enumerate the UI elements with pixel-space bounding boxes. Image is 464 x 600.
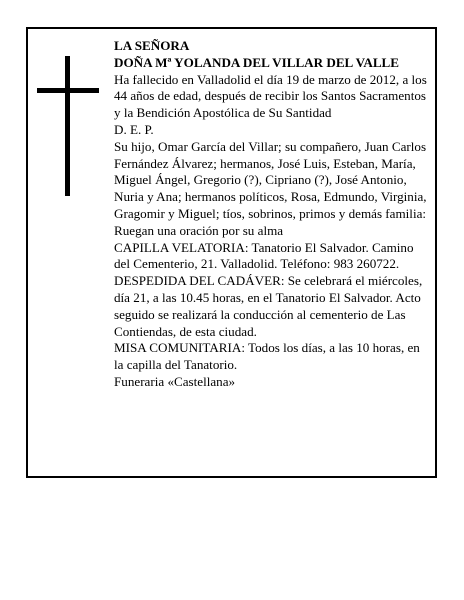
farewell-info: DESPEDIDA DEL CADÁVER: Se celebrará el miércoles, día 21, a las 10.45 horas, en el Tanatorio El Salvador. Acto seguido se realizará la conducción al cementerio de Las Contiendas, de esta ciudad.: [114, 273, 423, 339]
prayer-request: Ruegan una oración por su alma: [114, 222, 284, 238]
death-announcement: Ha fallecido en Valladolid el día 19 de marzo de 2012, a los 44 años de edad, después de recibir los Santos Sacramentos y la Bendición Apostólica de Su Santidad: [114, 71, 427, 121]
deceased-name: DOÑA Mª YOLANDA DEL VILLAR DEL VALLE: [114, 54, 400, 70]
rip-line: D. E. P.: [114, 121, 154, 137]
chapel-info: CAPILLA VELATORIA: Tanatorio El Salvador. Camino del Cementerio, 21. Valladolid. Teléfono: 983 260722.: [114, 239, 414, 272]
mass-info: MISA COMUNITARIA: Todos los días, a las 10 horas, en la capilla del Tanatorio.: [114, 340, 420, 373]
obituary-text: [114, 38, 430, 391]
cross-horizontal-bar: [37, 88, 99, 93]
cross-icon: [37, 56, 99, 196]
obituary-title: LA SEÑORA: [114, 38, 190, 53]
family-paragraph: Su hijo, Omar García del Villar; su compañero, Juan Carlos Fernández Álvarez; hermanos, José Luis, Esteban, María, Miguel Ángel, Gregorio (?), Cipriano (?), José Antonio, Nuria y Ana; hermanos políticos, Rosa, Edmundo, Virginia, Gragomir y Miguel; tíos, sobrinos, primos y demás familia:: [114, 138, 427, 221]
funeral-home: Funeraria «Castellana»: [114, 373, 236, 389]
cross-vertical-bar: [65, 56, 70, 196]
